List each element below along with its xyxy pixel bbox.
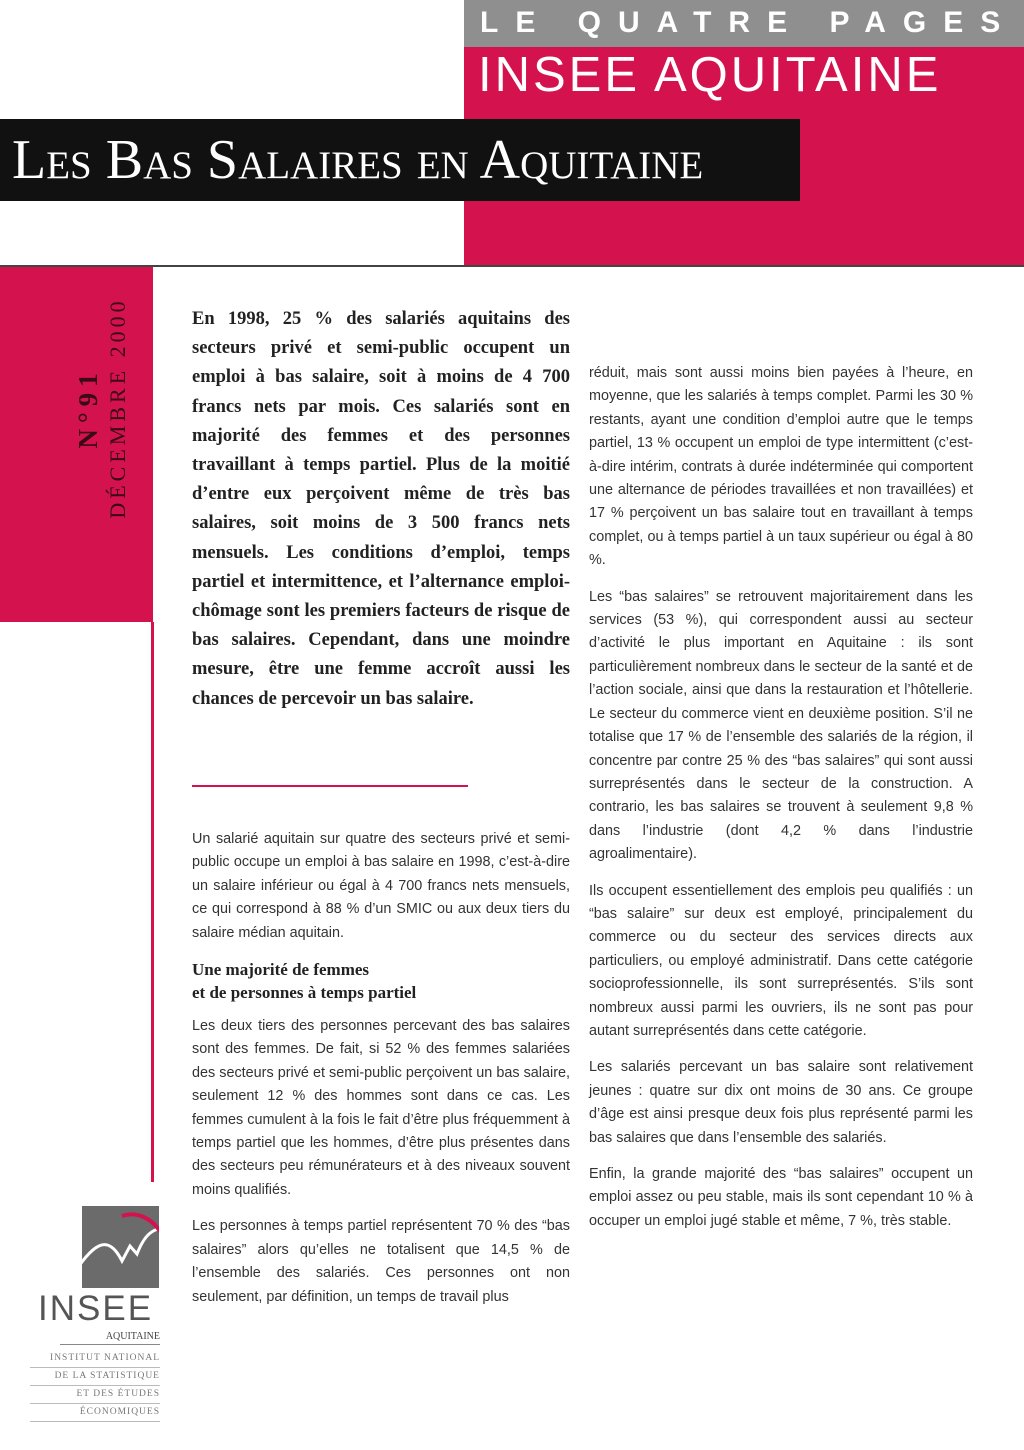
header-divider [0,265,1024,267]
section-heading-line: et de personnes à temps partiel [192,983,417,1003]
section-heading [192,958,570,1004]
issue-stamp [52,278,152,538]
brand-name: INSEE AQUITAINE [478,48,942,102]
text-column-2 [589,362,973,1246]
logo-line: DE LA STATISTIQUE [30,1368,160,1386]
paragraph: Les deux tiers des personnes percevant des bas salaires sont des femmes. De fait, si 52 % des femmes salariées des secteurs privé et semi-public perçoivent un bas salaire, seulement 12 % des hommes sont dans ce cas. Les femmes cumulent à la fois le fait d’être plus fréquemment à temps partiel que les hommes, d’être plus présentes dans des secteurs peu rémunérateurs et à des niveaux souvent moins qualifiés. [192,1018,570,1198]
insee-logo-icon [82,1206,159,1288]
intro-summary: En 1998, 25 % des salariés aquitains des secteurs privé et semi-public occupent un emploi à bas salaire, soit à moins de 4 700 francs nets par mois. Ces salariés sont en majorité des femmes et des personnes travaillant à temps partiel. Plus de la moitié d’entre eux perçoivent même de très bas salaires, soit moins de 3 500 francs nets mensuels. Les conditions d’emploi, temps partiel et intermittence, et l’alternance emploi-chômage sont les premiers facteurs de risque de bas salaires. Cependant, dans une moindre mesure, être une femme accroît aussi les chances de percevoir un bas salaire. [192,309,570,709]
paragraph: Ils occupent essentiellement des emplois peu qualifiés : un “bas salaire” sur deux est employé, principalement du commerce ou du secteur des services directs aux particuliers, ou employé administratif. Dans cette catégorie socioprofessionnelle, ils sont surreprésentés. S’ils sont nombreux aussi parmi les ouvriers, ils ne sont pas pour autant surreprésentés dans cette catégorie. [589,882,973,1039]
logo-mark-icon [82,1206,159,1288]
paragraph: Les salariés percevant un bas salaire sont relativement jeunes : quatre sur dix ont moins de 30 ans. Ce groupe d’âge est ainsi presque deux fois plus représenté parmi les bas salaires que dans l’ensemble des salariés. [589,1059,973,1146]
page-title: Les Bas Salaires en Aquitaine [12,129,704,191]
paragraph: Les personnes à temps partiel représentent 70 % des “bas salaires” alors qu’elles ne totalisent que 14,5 % de l’ensemble des salariés. Ces personnes ont non seulement, par définition, un temps de travail plus [192,1218,570,1305]
series-name: LE QUATRE PAGES [480,6,1018,39]
paragraph: réduit, mais sont aussi moins bien payées à l’heure, en moyenne, que les salariés à temps complet. Parmi les 30 % restants, ayant une condition d’emploi autre que le temps partiel, 13 % occupent un emploi de type intermittent (c’est-à-dire intérim, contrats à durée indéterminée qui comportent une alternance de périodes travaillées et non travaillées) et 17 % perçoivent un bas salaire tout en travaillant à temps complet, ou à temps partiel à un taux supérieur ou égal à 80 %. [589,365,973,569]
logo-line: ET DES ÉTUDES [30,1386,160,1404]
issue-number: N°91 [73,367,103,449]
logo-institute-name [30,1350,160,1422]
paragraph: Un salarié aquitain sur quatre des secteurs privé et semi-public occupe un emploi à bas salaire en 1998, c’est-à-dire un salaire inférieur ou égal à 4 700 francs nets mensuels, ce qui correspond à 88 % d’un SMIC ou aux deux tiers du salaire médian aquitain. [192,831,570,941]
paragraph: Les “bas salaires” se retrouvent majoritairement dans les services (53 %), qui correspondent aussi au secteur d’activité le plus important en Aquitaine : ils sont particulièrement nombreux dans le secteur de la santé et de l’action sociale, ainsi que dans la restauration et l’hôtellerie. Le secteur du commerce vient en deuxième position. S’il ne totalise que 17 % de l’ensemble des salariés de la région, il concentre par contre 25 % des “bas salaires” qui sont aussi surreprésentés dans le secteur de la construction. A contrario, les bas salaires se trouvent à seulement 9,8 % dans l’industrie (dont 4,2 % dans l’industrie agroalimentaire). [589,588,973,863]
intro-separator [192,785,468,787]
text-column-1 [192,828,570,1322]
logo-line: ÉCONOMIQUES [30,1404,160,1422]
logo-line: INSTITUT NATIONAL [30,1350,160,1368]
paragraph: Enfin, la grande majorité des “bas salaires” occupent un emploi assez ou peu stable, mais ils sont cependant 10 % à occuper un emploi jugé stable et même, 7 %, très stable. [589,1166,973,1229]
logo-name: INSEE [38,1289,154,1328]
side-rule [151,622,154,1182]
section-heading-line: Une majorité de femmes [192,960,370,980]
logo-region: AQUITAINE [60,1330,160,1345]
issue-date: DÉCEMBRE 2000 [105,297,130,519]
